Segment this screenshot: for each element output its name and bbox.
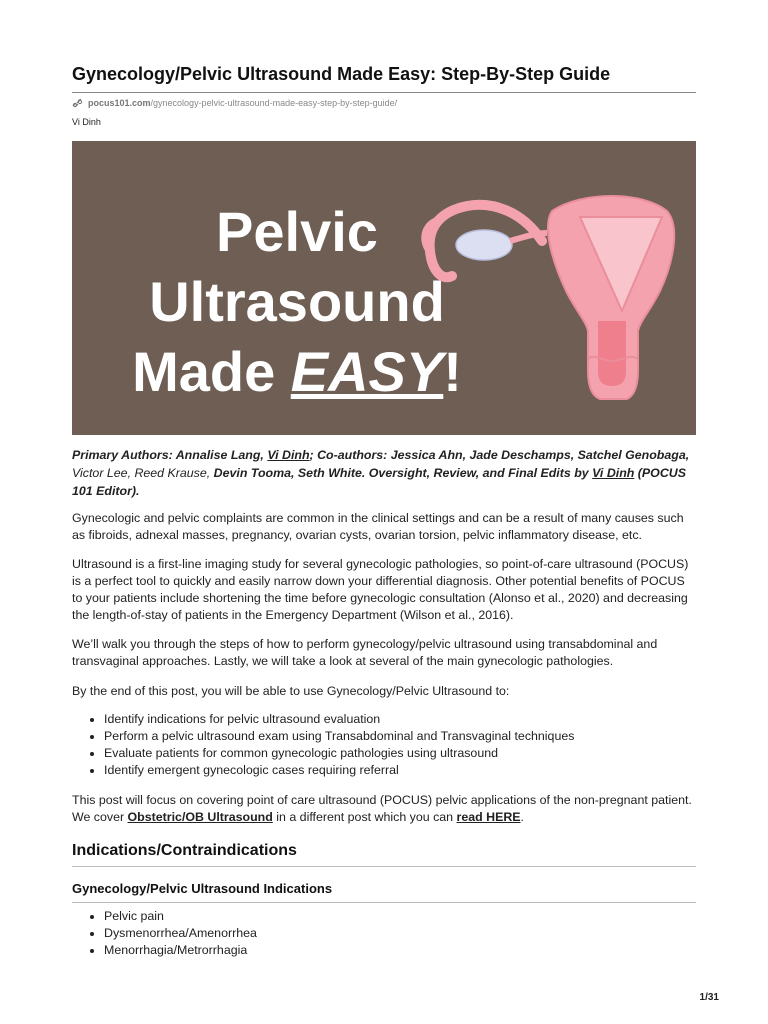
url-domain: pocus101.com	[88, 98, 151, 108]
section-divider	[72, 866, 696, 867]
list-item: • Evaluate patients for common gynecologic pathologies using ultrasound	[104, 745, 696, 762]
author-credits	[72, 446, 696, 500]
paragraph-pocus: Ultrasound is a first-line imaging study for several gynecologic pathologies, so point-of-care ultrasound (POCUS) is a perfect tool to quickly and easily narrow down your differential diagnosis. Other potential benefits of POCUS to your patients include shortening the time before gynecologic consultation (Alonso et al., 2020) and decreasing the length-of-stay of patients in the Emergency Department (Wilson et al., 2016).	[72, 557, 689, 622]
credits-oversight: Devin Tooma, Seth White. Oversight, Review, and Final Edits by	[213, 466, 593, 480]
scope-text-b: in a different post which you can	[272, 810, 457, 824]
scope-text-c: .	[520, 810, 524, 824]
read-here-link[interactable]: read HERE	[456, 810, 521, 824]
hero-line-3-prefix: Made	[132, 340, 291, 403]
objectives-list	[72, 711, 696, 779]
link-icon	[72, 99, 84, 108]
hero-emphasis: EASY	[290, 340, 444, 403]
article-title: Gynecology/Pelvic Ultrasound Made Easy: Step-By-Step Guide	[72, 64, 611, 84]
paragraph-objectives-lead: By the end of this post, you will be able to use Gynecology/Pelvic Ultrasound to:	[72, 684, 510, 698]
indications-list	[72, 908, 696, 959]
list-item: • Menorrhagia/Metrorrhagia	[104, 942, 696, 959]
paragraph-scope	[72, 792, 696, 826]
subsection-heading: Gynecology/Pelvic Ultrasound Indications	[72, 881, 333, 896]
hero-line-2: Ultrasound	[149, 270, 445, 333]
url-path: /gynecology-pelvic-ultrasound-made-easy-step-by-step-guide/	[150, 98, 398, 108]
hero-line-1: Pelvic	[216, 200, 378, 263]
editor-link-vi-dinh[interactable]: Vi Dinh	[592, 466, 635, 480]
title-divider	[72, 92, 696, 93]
paragraph-intro: Gynecologic and pelvic complaints are common in the clinical settings and can be a result of many causes such as fibroids, adnexal masses, pregnancy, ovarian cysts, ovarian torsion, pelvic inflammatory disease, etc.	[72, 511, 684, 542]
ob-ultrasound-link[interactable]: Obstetric/OB Ultrasound	[127, 810, 273, 824]
paragraph-approaches: We’ll walk you through the steps of how to perform gynecology/pelvic ultrasound using transabdominal and transvaginal approaches. Lastly, we will take a look at several of the main gynecologic pathologies.	[72, 637, 658, 668]
source-url[interactable]	[72, 98, 397, 108]
page-number: 1/31	[699, 992, 719, 1003]
scope-text-a: This post will focus on covering point of care ultrasound (POCUS) pelvic applications of the non-pregnant patient. We cover	[72, 793, 692, 824]
list-item: • Pelvic pain	[104, 908, 696, 925]
credits-coauthors: ; Co-authors: Jessica Ahn, Jade Deschamps, Satchel Genobaga,	[309, 448, 690, 462]
credits-editor: (POCUS 101 Editor).	[72, 466, 686, 498]
author-link-vi-dinh[interactable]: Vi Dinh	[267, 448, 310, 462]
list-item: • Identify indications for pelvic ultrasound evaluation	[104, 711, 696, 728]
list-item: • Identify emergent gynecologic cases requiring referral	[104, 762, 696, 779]
hero-line-3-suffix: !	[443, 340, 462, 403]
hero-banner	[72, 141, 696, 435]
list-item: • Perform a pelvic ultrasound exam using Transabdominal and Transvaginal techniques	[104, 728, 696, 745]
credits-plain: Victor Lee, Reed Krause,	[72, 466, 214, 480]
subsection-divider	[72, 902, 696, 903]
section-heading: Indications/Contraindications	[72, 842, 297, 859]
list-item: • Dysmenorrhea/Amenorrhea	[104, 925, 696, 942]
author-name: Vi Dinh	[72, 117, 101, 127]
credits-primary: Primary Authors: Annalise Lang,	[72, 448, 268, 462]
uterus-icon	[412, 181, 692, 421]
